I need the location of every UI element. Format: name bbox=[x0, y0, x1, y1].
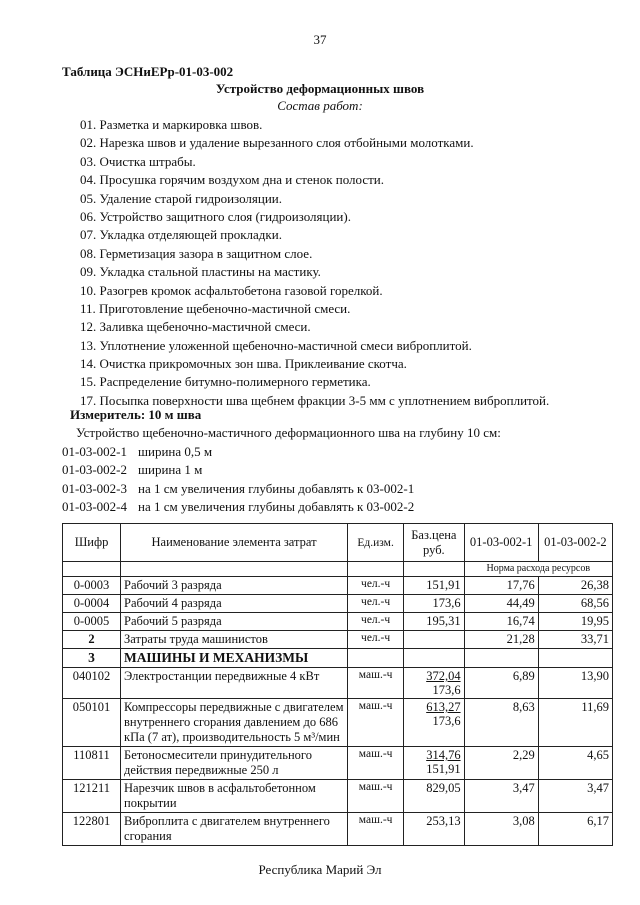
work-item: 05. Удаление старой гидроизоляции. bbox=[80, 190, 282, 206]
cell-col-a: 3,47 bbox=[464, 780, 538, 813]
section-subtitle: Устройство деформационных швов bbox=[215, 81, 425, 96]
cell-name: Затраты труда машинистов bbox=[121, 631, 348, 649]
code-text: ширина 0,5 м bbox=[138, 444, 213, 459]
cell-name: Рабочий 4 разряда bbox=[121, 595, 348, 613]
cell-code: 121211 bbox=[63, 780, 121, 813]
code-item bbox=[62, 498, 414, 516]
cell-unit: маш.-ч bbox=[348, 747, 404, 780]
cell-col-a: 17,76 bbox=[464, 577, 538, 595]
table-row-machinists bbox=[63, 631, 613, 649]
code-text: на 1 см увеличения глубины добавлять к 03-002-1 bbox=[138, 480, 415, 496]
cell-code: 110811 bbox=[63, 747, 121, 780]
work-item: 11. Приготовление щебеночно-мастичной смеси. bbox=[80, 300, 351, 316]
table-row bbox=[63, 595, 613, 613]
page-footer: Республика Марий Эл bbox=[258, 862, 382, 877]
work-item: 10. Разогрев кромок асфальтобетона газовой горелкой. bbox=[80, 282, 383, 298]
price-bottom: 173,6 bbox=[432, 714, 461, 728]
price-top: 314,76 bbox=[426, 748, 461, 762]
cell-col-a: 8,63 bbox=[464, 699, 538, 747]
table-row bbox=[63, 699, 613, 747]
cell-code: 2 bbox=[63, 631, 121, 649]
cell-col-b: 11,69 bbox=[538, 699, 612, 747]
header-name: Наименование элемента затрат bbox=[121, 524, 348, 562]
cell-col-b: 33,71 bbox=[538, 631, 612, 649]
cell-name bbox=[121, 813, 348, 846]
price-bottom: 173,6 bbox=[432, 683, 461, 697]
work-item: 12. Заливка щебеночно-мастичной смеси. bbox=[80, 319, 311, 335]
cell-unit: чел.-ч bbox=[348, 577, 404, 595]
header-price bbox=[404, 524, 464, 562]
table-row bbox=[63, 747, 613, 780]
work-item: 14. Очистка прикромочных зон шва. Приклеивание скотча. bbox=[80, 356, 407, 372]
work-item: 08. Герметизация зазора в защитном слое. bbox=[80, 245, 313, 261]
table-row bbox=[63, 813, 613, 846]
table-header-row bbox=[63, 524, 613, 562]
cell-unit: чел.-ч bbox=[348, 595, 404, 613]
cell-price bbox=[404, 747, 464, 780]
cell-col-b: 68,56 bbox=[538, 595, 612, 613]
code-id: 01-03-002-2 bbox=[62, 462, 127, 478]
cell-price: 151,91 bbox=[404, 577, 464, 595]
cell-price bbox=[404, 631, 464, 649]
cell-name bbox=[121, 747, 348, 780]
cell-name: Рабочий 3 разряда bbox=[121, 577, 348, 595]
cell-col-a: 6,89 bbox=[464, 668, 538, 699]
cell-price: 829,05 bbox=[404, 780, 464, 813]
table-row bbox=[63, 577, 613, 595]
header-unit: Ед.изм. bbox=[348, 524, 404, 562]
code-item bbox=[62, 443, 414, 461]
work-item: 04. Просушка горячим воздухом дна и стенок полости. bbox=[80, 172, 385, 188]
price-top: 613,27 bbox=[426, 700, 461, 714]
name-line: Виброплита с двигателем внутреннего bbox=[124, 814, 330, 828]
price-bottom: 151,91 bbox=[426, 762, 461, 776]
cell-unit: чел.-ч bbox=[348, 613, 404, 631]
cell-col-a: 21,28 bbox=[464, 631, 538, 649]
cell-price bbox=[404, 668, 464, 699]
cell-unit: маш.-ч bbox=[348, 668, 404, 699]
name-line: внутреннего сгорания давлением до 686 bbox=[124, 715, 338, 729]
code-id: 01-03-002-3 bbox=[62, 480, 127, 496]
cell-price: 253,13 bbox=[404, 813, 464, 846]
cell-unit: маш.-ч bbox=[348, 813, 404, 846]
cell-unit: маш.-ч bbox=[348, 780, 404, 813]
works-list bbox=[80, 116, 600, 410]
header-col-a: 01-03-002-1 bbox=[464, 524, 538, 562]
section-code: 3 bbox=[63, 649, 121, 668]
section-header-row bbox=[63, 649, 613, 668]
cell-name: Электростанции передвижные 4 кВт bbox=[121, 668, 348, 699]
name-line: кПа (7 ат), производительность 5 м³/мин bbox=[124, 730, 340, 744]
price-top: 372,04 bbox=[426, 669, 461, 683]
work-item: 01. Разметка и маркировка швов. bbox=[80, 117, 263, 132]
norm-label: Норма расхода ресурсов bbox=[464, 562, 612, 577]
work-item: 13. Уплотнение уложенной щебеночно-мастичной смеси виброплитой. bbox=[80, 337, 472, 353]
cell-col-b: 13,90 bbox=[538, 668, 612, 699]
table-row bbox=[63, 668, 613, 699]
cell-unit: чел.-ч bbox=[348, 631, 404, 649]
table-row bbox=[63, 780, 613, 813]
work-item: 09. Укладка стальной пластины на мастику. bbox=[80, 264, 321, 280]
cell-col-b: 4,65 bbox=[538, 747, 612, 780]
name-line: покрытии bbox=[124, 796, 177, 810]
cell-col-b: 19,95 bbox=[538, 613, 612, 631]
name-line: действия передвижные 250 л bbox=[124, 763, 279, 777]
cell-col-b: 6,17 bbox=[538, 813, 612, 846]
cell-name bbox=[121, 780, 348, 813]
code-item bbox=[62, 461, 414, 479]
works-heading: Состав работ: bbox=[277, 98, 363, 113]
section-name: МАШИНЫ И МЕХАНИЗМЫ bbox=[121, 649, 348, 668]
codes-list bbox=[62, 443, 414, 517]
header-price-line2: руб. bbox=[423, 542, 445, 557]
header-code: Шифр bbox=[63, 524, 121, 562]
cell-name: Рабочий 5 разряда bbox=[121, 613, 348, 631]
resource-table bbox=[62, 523, 613, 846]
work-item: 07. Укладка отделяющей прокладки. bbox=[80, 227, 282, 243]
code-id: 01-03-002-1 bbox=[62, 444, 127, 459]
cell-col-a: 3,08 bbox=[464, 813, 538, 846]
cell-col-b: 26,38 bbox=[538, 577, 612, 595]
cell-code: 0-0004 bbox=[63, 595, 121, 613]
code-id: 01-03-002-4 bbox=[62, 499, 127, 515]
cell-code: 0-0003 bbox=[63, 577, 121, 595]
cell-col-a: 44,49 bbox=[464, 595, 538, 613]
measure-unit: Измеритель: 10 м шва bbox=[70, 407, 202, 422]
work-item: 15. Распределение битумно-полимерного герметика. bbox=[80, 374, 371, 390]
cell-code: 122801 bbox=[63, 813, 121, 846]
cell-unit: маш.-ч bbox=[348, 699, 404, 747]
header-col-b: 01-03-002-2 bbox=[538, 524, 612, 562]
cell-code: 040102 bbox=[63, 668, 121, 699]
cell-name bbox=[121, 699, 348, 747]
header-price-line1: Баз.цена bbox=[411, 527, 457, 542]
page-number: 37 bbox=[313, 32, 327, 47]
cell-code: 0-0005 bbox=[63, 613, 121, 631]
name-line: Компрессоры передвижные с двигателем bbox=[124, 700, 344, 714]
norm-row bbox=[63, 562, 613, 577]
work-item: 06. Устройство защитного слоя (гидроизоляции). bbox=[80, 208, 351, 224]
cell-col-b: 3,47 bbox=[538, 780, 612, 813]
cell-col-a: 2,29 bbox=[464, 747, 538, 780]
code-text: на 1 см увеличения глубины добавлять к 03-002-2 bbox=[138, 499, 415, 515]
table-row bbox=[63, 613, 613, 631]
name-line: сгорания bbox=[124, 829, 172, 843]
cell-price: 173,6 bbox=[404, 595, 464, 613]
cell-price: 195,31 bbox=[404, 613, 464, 631]
code-item bbox=[62, 480, 414, 498]
name-line: Бетоносмесители принудительного bbox=[124, 748, 312, 762]
cell-col-a: 16,74 bbox=[464, 613, 538, 631]
cell-price bbox=[404, 699, 464, 747]
table-title: Таблица ЭСНиЕРр-01-03-002 bbox=[62, 64, 234, 79]
intro-text: Устройство щебеночно-мастичного деформационного шва на глубину 10 см: bbox=[76, 425, 501, 440]
work-item: 17. Посыпка поверхности шва щебнем фракции 3-5 мм с уплотнением виброплитой. bbox=[80, 392, 550, 408]
name-line: Нарезчик швов в асфальтобетонном bbox=[124, 781, 316, 795]
work-item: 02. Нарезка швов и удаление вырезанного слоя отбойными молотками. bbox=[80, 135, 474, 151]
code-text: ширина 1 м bbox=[138, 462, 203, 478]
work-item: 03. Очистка штрабы. bbox=[80, 153, 196, 169]
cell-code: 050101 bbox=[63, 699, 121, 747]
